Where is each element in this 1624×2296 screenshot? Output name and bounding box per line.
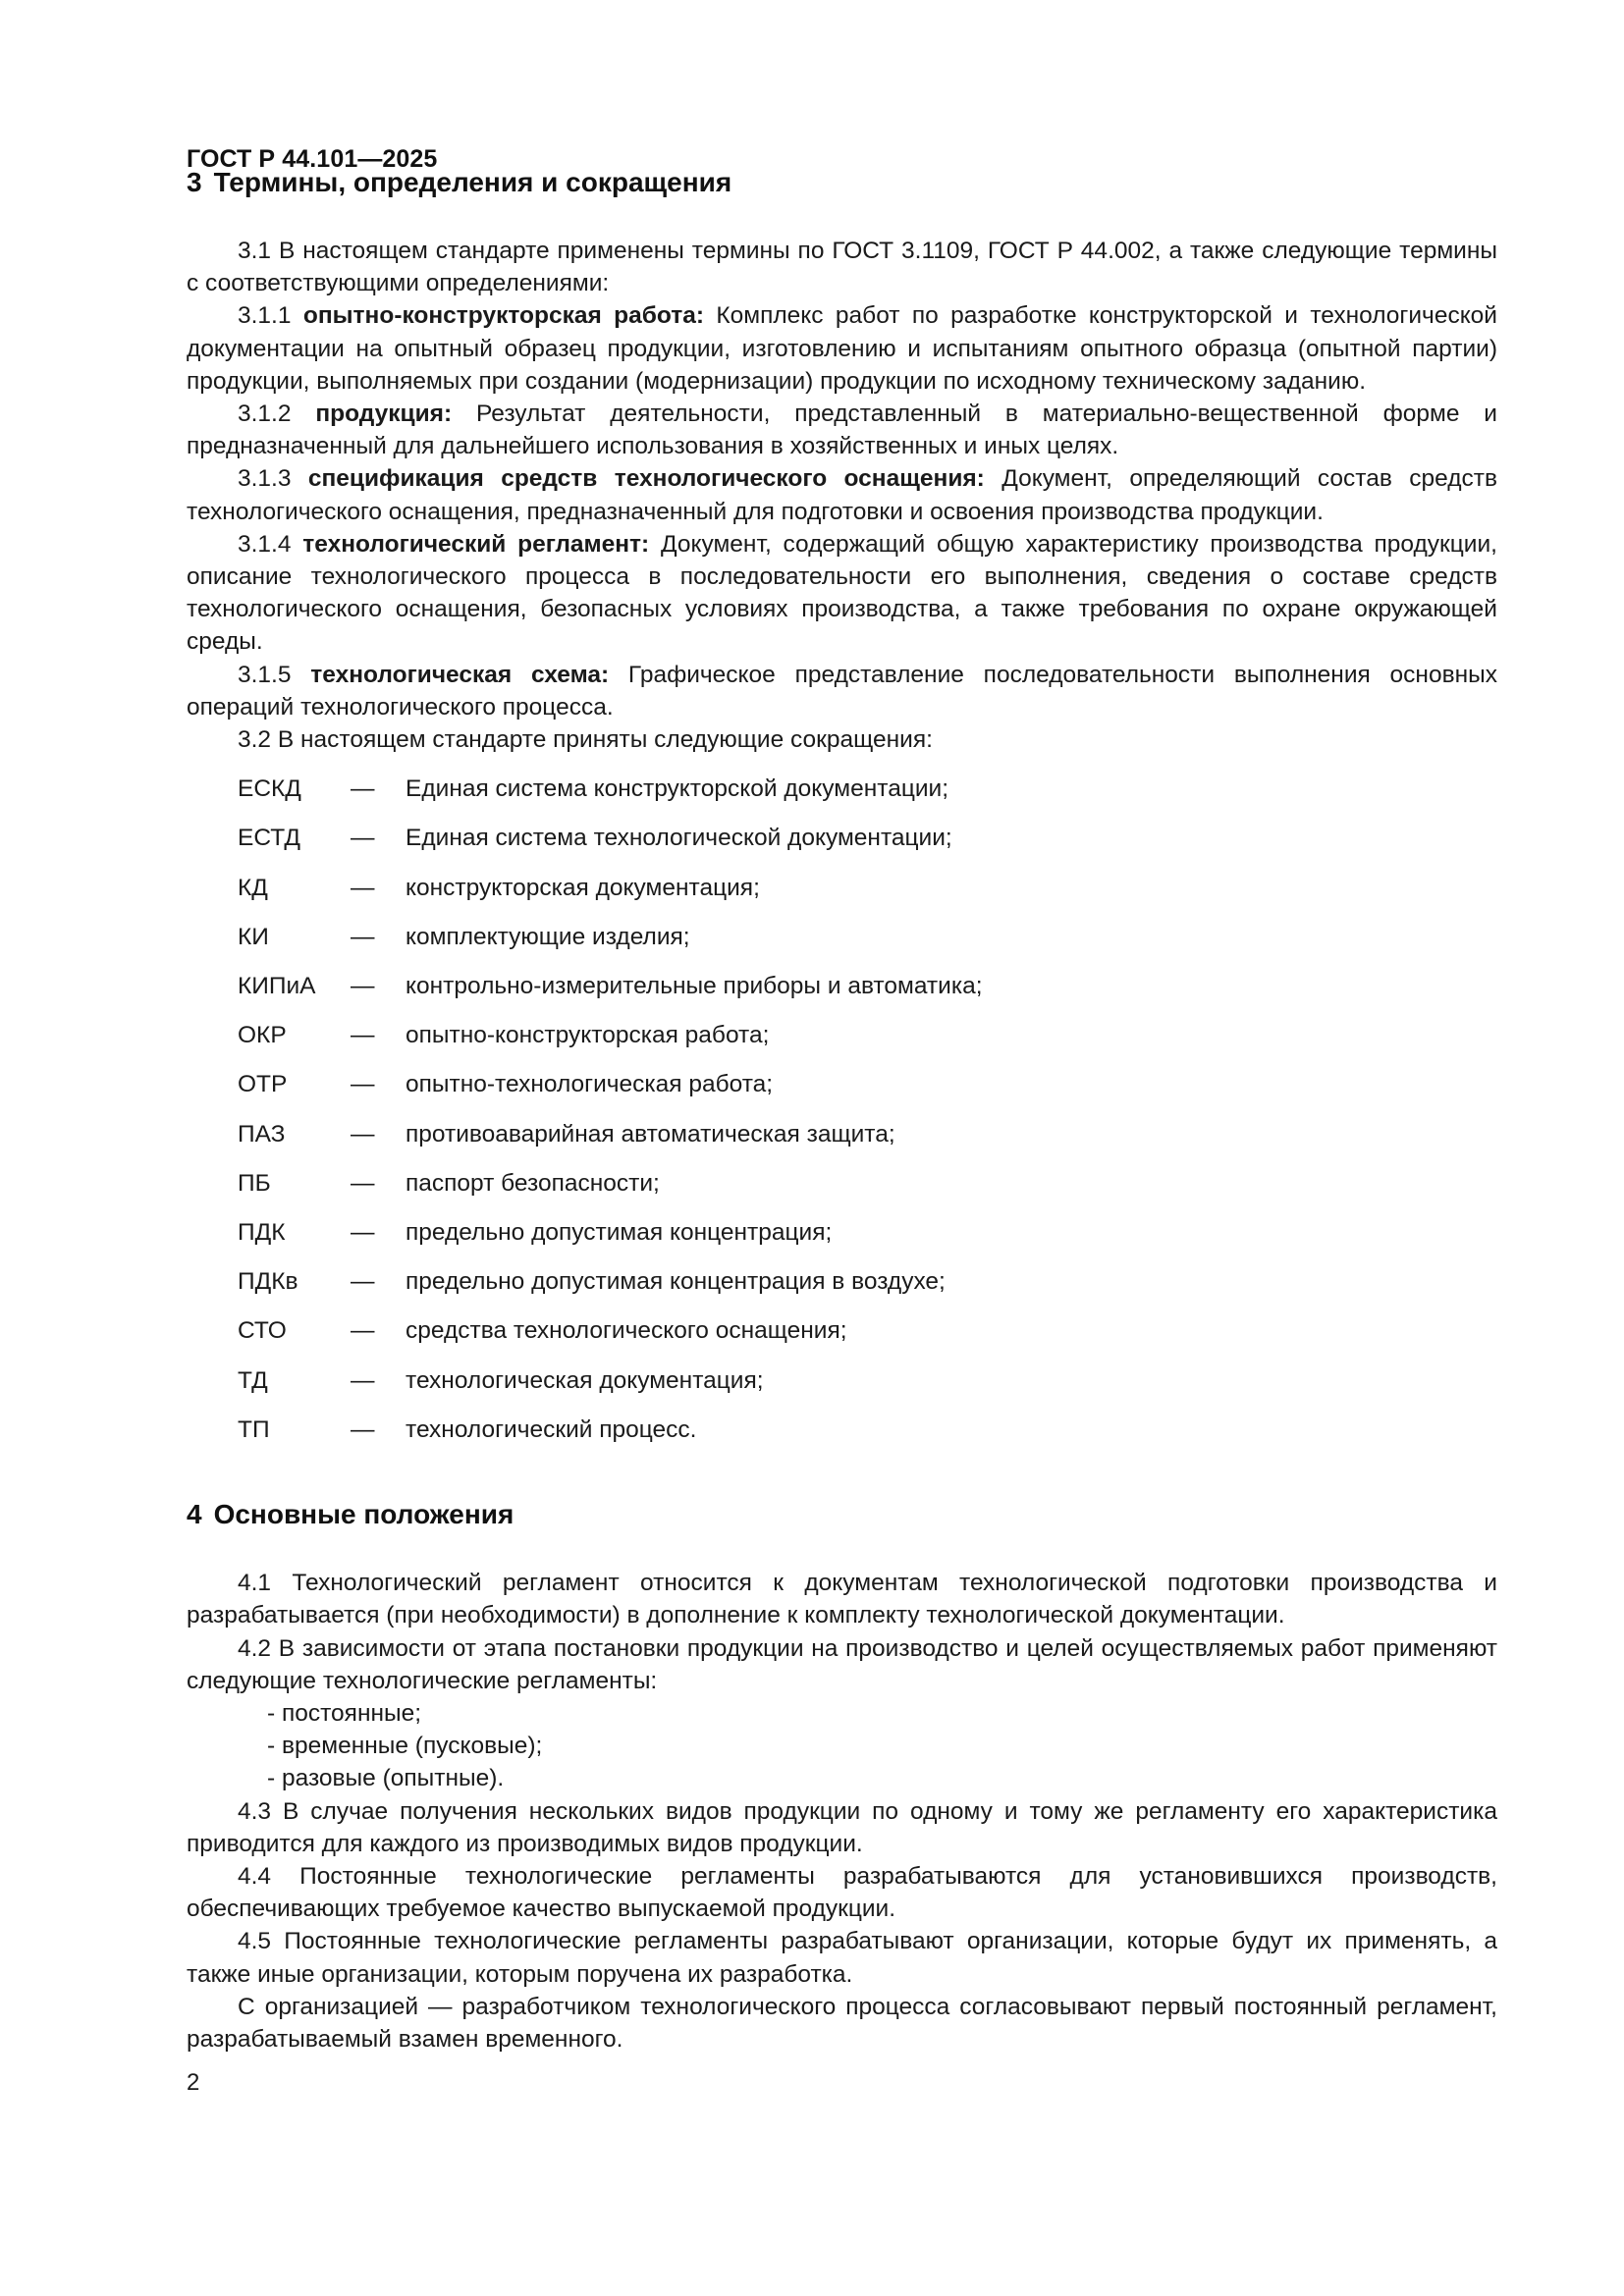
paragraph-4-5: [187, 1925, 1497, 1990]
abbreviation-key: ПДКв: [238, 1268, 298, 1296]
definition-text: Комплекс работ по разработке конструкторской и технологической документации на опытный образец продукции, изготовлению и испытаниям опытного образца (опытной партии) продукции, выполняемых при создании (модернизации) продукции по исходному техническому заданию.: [187, 302, 1497, 395]
abbreviation-definition: Единая система конструкторской документации;: [406, 775, 949, 803]
abbreviation-key: ПБ: [238, 1169, 271, 1197]
abbreviation-row: [187, 1216, 1497, 1249]
abbreviation-row: [187, 1118, 1497, 1150]
paragraph-3-2: [187, 723, 1497, 756]
abbreviation-definition: предельно допустимая концентрация в воздухе;: [406, 1268, 946, 1296]
definition-text: Графическое представление последовательности выполнения основных операций технологического процесса.: [187, 661, 1497, 721]
paragraph-4-1: [187, 1567, 1497, 1631]
abbreviation-key: КИ: [238, 923, 269, 950]
abbreviation-definition: конструкторская документация;: [406, 874, 760, 901]
section-heading-general: [187, 1497, 1497, 1531]
section-number-4: 4: [187, 1499, 202, 1530]
paragraph-4-1-text: 4.1 Технологический регламент относится к документам технологической подготовки производства и разрабатывается (при необходимости) в дополнение к комплекту технологической документации.: [187, 1570, 1497, 1629]
abbreviation-definition: технологическая документация;: [406, 1366, 764, 1394]
paragraph-3-1: [187, 235, 1497, 299]
abbreviations-list: [187, 773, 1497, 1446]
definition-3-1-2: [187, 398, 1497, 462]
definition-term: спецификация средств технологического оснащения:: [307, 465, 985, 493]
paragraph-3-2-text: 3.2 В настоящем стандарте приняты следующие сокращения:: [238, 726, 933, 754]
abbreviation-row: [187, 1314, 1497, 1347]
definition-number: 3.1.3: [238, 465, 292, 493]
abbreviation-row: [187, 1068, 1497, 1100]
abbreviation-row: [187, 1414, 1497, 1446]
section-title-4: Основные положения: [213, 1499, 514, 1530]
page-number: 2: [187, 2069, 200, 2096]
section-number-3: 3: [187, 167, 202, 197]
regulation-type-item: - разовые (опытные).: [267, 1765, 505, 1792]
paragraph-4-6-text: С организацией — разработчиком технологического процесса согласовывают первый постоянный регламент, разрабатываемый взамен временного.: [187, 1993, 1497, 2053]
abbreviation-key: ТД: [238, 1366, 268, 1394]
paragraph-4-3-text: 4.3 В случае получения нескольких видов продукции по одному и тому же регламенту его характеристика приводится для каждого из производимых видов продукции.: [187, 1797, 1497, 1857]
abbreviation-row: [187, 1265, 1497, 1298]
paragraph-4-6: [187, 1991, 1497, 2056]
section-title-3: Термины, определения и сокращения: [213, 167, 732, 197]
paragraph-4-2-text: 4.2 В зависимости от этапа постановки продукции на производство и целей осуществляемых работ применяют следующие технологические регламенты:: [187, 1634, 1497, 1694]
abbreviation-key: КИПиА: [238, 973, 316, 1000]
abbreviation-definition: опытно-технологическая работа;: [406, 1071, 774, 1098]
definition-term: технологический регламент:: [302, 530, 650, 558]
abbreviation-key: ОКР: [238, 1022, 287, 1049]
definition-number: 3.1.5: [238, 661, 292, 688]
abbreviation-dash: —: [351, 1415, 375, 1443]
definition-number: 3.1.4: [238, 530, 292, 558]
abbreviation-dash: —: [351, 1366, 375, 1394]
paragraph-3-1-text: 3.1 В настоящем стандарте применены термины по ГОСТ 3.1109, ГОСТ Р 44.002, а также следующие термины с соответствующими определениями:: [187, 238, 1497, 297]
abbreviation-dash: —: [351, 874, 375, 901]
definition-text: Документ, определяющий состав средств технологического оснащения, предназначенный для подготовки и освоения производства продукции.: [187, 465, 1497, 525]
abbreviation-dash: —: [351, 1120, 375, 1148]
abbreviation-dash: —: [351, 1219, 375, 1247]
regulation-type-item: - постоянные;: [267, 1699, 422, 1727]
definition-text: Результат деятельности, представленный в материально-вещественной форме и предназначенный для дальнейшего использования в хозяйственных и иных целях.: [187, 400, 1497, 460]
abbreviation-definition: паспорт безопасности;: [406, 1169, 660, 1197]
abbreviation-dash: —: [351, 1022, 375, 1049]
page-content: [187, 145, 1497, 2056]
definition-3-1-3: [187, 462, 1497, 527]
abbreviation-definition: технологический процесс.: [406, 1415, 697, 1443]
abbreviation-definition: контрольно-измерительные приборы и автоматика;: [406, 973, 983, 1000]
abbreviation-key: КД: [238, 874, 268, 901]
abbreviation-dash: —: [351, 1317, 375, 1345]
definition-3-1-5: [187, 659, 1497, 723]
definition-3-1-1: [187, 299, 1497, 398]
paragraph-4-4: [187, 1860, 1497, 1925]
abbreviation-key: СТО: [238, 1317, 287, 1345]
definition-term: опытно-конструкторская работа:: [302, 302, 704, 330]
running-head: ГОСТ Р 44.101—2025: [187, 145, 438, 173]
definition-term: продукция:: [315, 400, 453, 428]
abbreviation-key: ПДК: [238, 1219, 286, 1247]
abbreviation-key: ЕСТД: [238, 825, 300, 852]
definition-3-1-4: [187, 528, 1497, 659]
abbreviation-definition: средства технологического оснащения;: [406, 1317, 847, 1345]
paragraph-4-5-text: 4.5 Постоянные технологические регламенты разрабатывают организации, которые будут их применять, а также иные организации, которым поручена их разработка.: [187, 1928, 1497, 1988]
abbreviation-key: ТП: [238, 1415, 270, 1443]
abbreviation-dash: —: [351, 923, 375, 950]
abbreviation-row: [187, 773, 1497, 805]
abbreviation-row: [187, 921, 1497, 953]
abbreviation-key: ПАЗ: [238, 1120, 286, 1148]
abbreviation-key: ЕСКД: [238, 775, 301, 803]
abbreviation-definition: предельно допустимая концентрация;: [406, 1219, 833, 1247]
abbreviation-definition: Единая система технологической документации;: [406, 825, 952, 852]
abbreviation-dash: —: [351, 1268, 375, 1296]
abbreviation-dash: —: [351, 1071, 375, 1098]
definition-number: 3.1.2: [238, 400, 292, 428]
abbreviation-dash: —: [351, 973, 375, 1000]
abbreviation-definition: противоаварийная автоматическая защита;: [406, 1120, 895, 1148]
paragraph-4-4-text: 4.4 Постоянные технологические регламенты разрабатываются для установившихся производств, обеспечивающих требуемое качество выпускаемой продукции.: [187, 1862, 1497, 1923]
abbreviation-row: [187, 1019, 1497, 1051]
abbreviation-row: [187, 970, 1497, 1002]
regulation-type-item: - временные (пусковые);: [267, 1733, 543, 1760]
abbreviation-row: [187, 1167, 1497, 1200]
abbreviation-dash: —: [351, 825, 375, 852]
abbreviation-row: [187, 1364, 1497, 1397]
abbreviation-dash: —: [351, 1169, 375, 1197]
abbreviation-dash: —: [351, 775, 375, 803]
abbreviation-definition: опытно-конструкторская работа;: [406, 1022, 770, 1049]
definition-term: технологическая схема:: [310, 661, 610, 688]
section-heading-terms: [187, 165, 1497, 199]
paragraph-4-2: [187, 1632, 1497, 1697]
definition-number: 3.1.1: [238, 302, 292, 330]
abbreviation-row: [187, 822, 1497, 854]
paragraph-4-3: [187, 1795, 1497, 1860]
abbreviation-definition: комплектующие изделия;: [406, 923, 690, 950]
abbreviation-row: [187, 872, 1497, 904]
abbreviation-key: ОТР: [238, 1071, 288, 1098]
definition-text: Документ, содержащий общую характеристику производства продукции, описание технологического процесса в последовательности его выполнения, сведения о составе средств технологического оснащения, безопасных условиях производства, а также требования по охране окружающей среды.: [187, 530, 1497, 656]
